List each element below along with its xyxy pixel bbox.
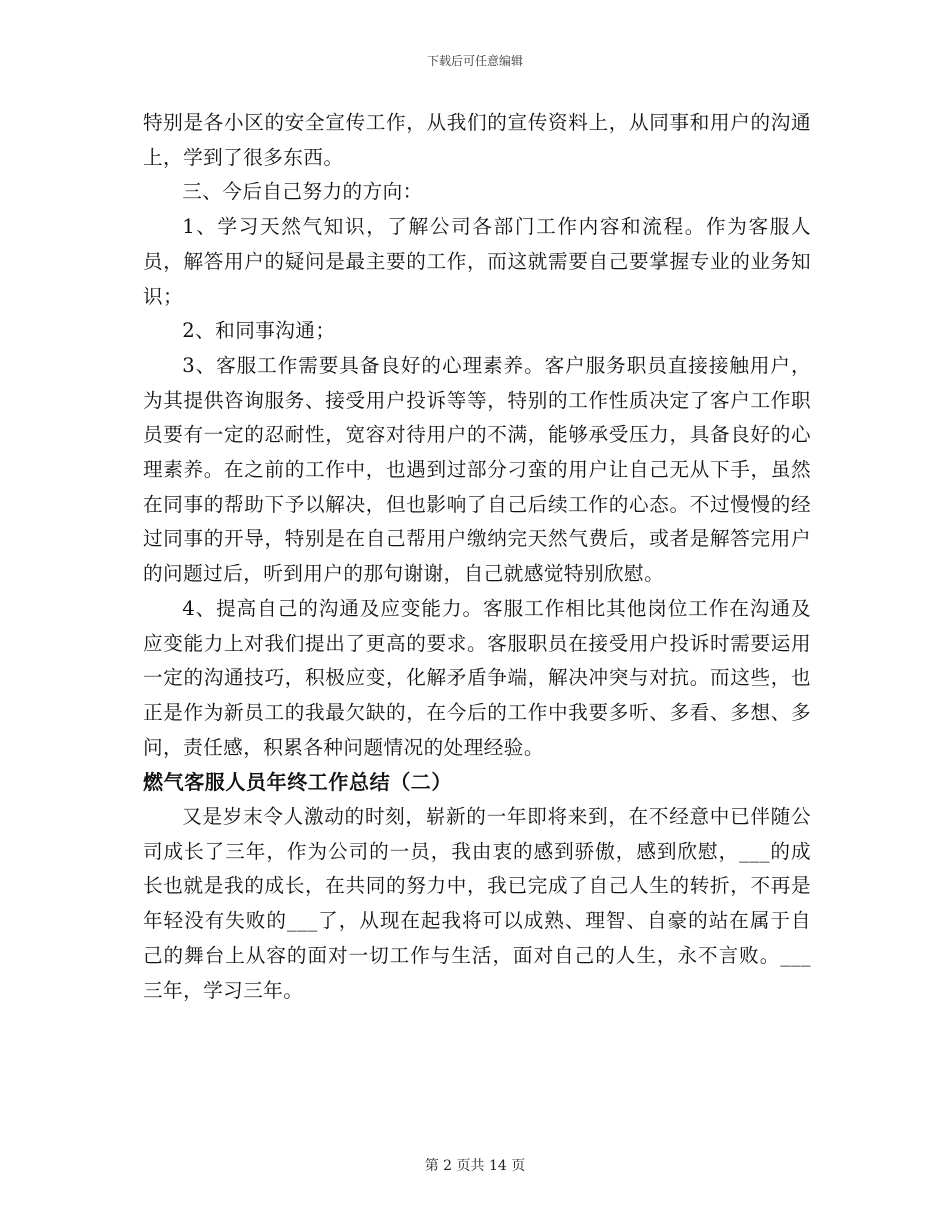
paragraph-continuation: 特别是各小区的安全宣传工作，从我们的宣传资料上，从同事和用户的沟通上，学到了很多东西。 (143, 111, 811, 169)
section-heading: 三、今后自己努力的方向： (182, 180, 423, 204)
page-footer: 第 2 页共 14 页 (424, 1158, 526, 1174)
document-body (143, 106, 811, 1008)
paragraph-intro: 又是岁末令人激动的时刻，崭新的一年即将来到，在不经意中已伴随公司成长了三年，作为公司的一员，我由衷的感到骄傲，感到欣慰，___的成长也就是我的成长，在共同的努力中，我已完成了自己人生的转折，不再是年轻没有失败的___了，从现在起我将可以成熟、理智、自豪的站在属于自己的舞台上从容的面对一切工作与生活，面对自己的人生，永不言败。___三年，学习三年。 (143, 805, 811, 1002)
document-title: 燃气客服人员年终工作总结（二） (143, 770, 452, 795)
list-item-2: 2、和同事沟通； (182, 319, 336, 343)
list-item-3: 3、客服工作需要具备良好的心理素养。客户服务职员直接接触用户，为其提供咨询服务、接受用户投诉等等，特别的工作性质决定了客户工作职员要有一定的忍耐性，宽容对待用户的不满，能够承受压力，具备良好的心理素养。在之前的工作中，也遇到过部分刁蛮的用户让自己无从下手，虽然在同事的帮助下予以解决，但也影响了自己后续工作的心态。不过慢慢的经过同事的开导，特别是在自己帮用户缴纳完天然气费后，或者是解答完用户的问题过后，听到用户的那句谢谢，自己就感觉特别欣慰。 (143, 353, 811, 586)
page-header: 下载后可任意编辑 (426, 54, 523, 68)
list-item-1: 1、学习天然气知识，了解公司各部门工作内容和流程。作为客服人员，解答用户的疑问是最主要的工作，而这就需要自己要掌握专业的业务知识； (143, 215, 811, 308)
list-item-4: 4、提高自己的沟通及应变能力。客服工作相比其他岗位工作在沟通及应变能力上对我们提出了更高的要求。客服职员在接受用户投诉时需要运用一定的沟通技巧，积极应变，化解矛盾争端，解决冲突与对抗。而这些，也正是作为新员工的我最欠缺的，在今后的工作中我要多听、多看、多想、多问，责任感，积累各种问题情况的处理经验。 (143, 596, 811, 759)
